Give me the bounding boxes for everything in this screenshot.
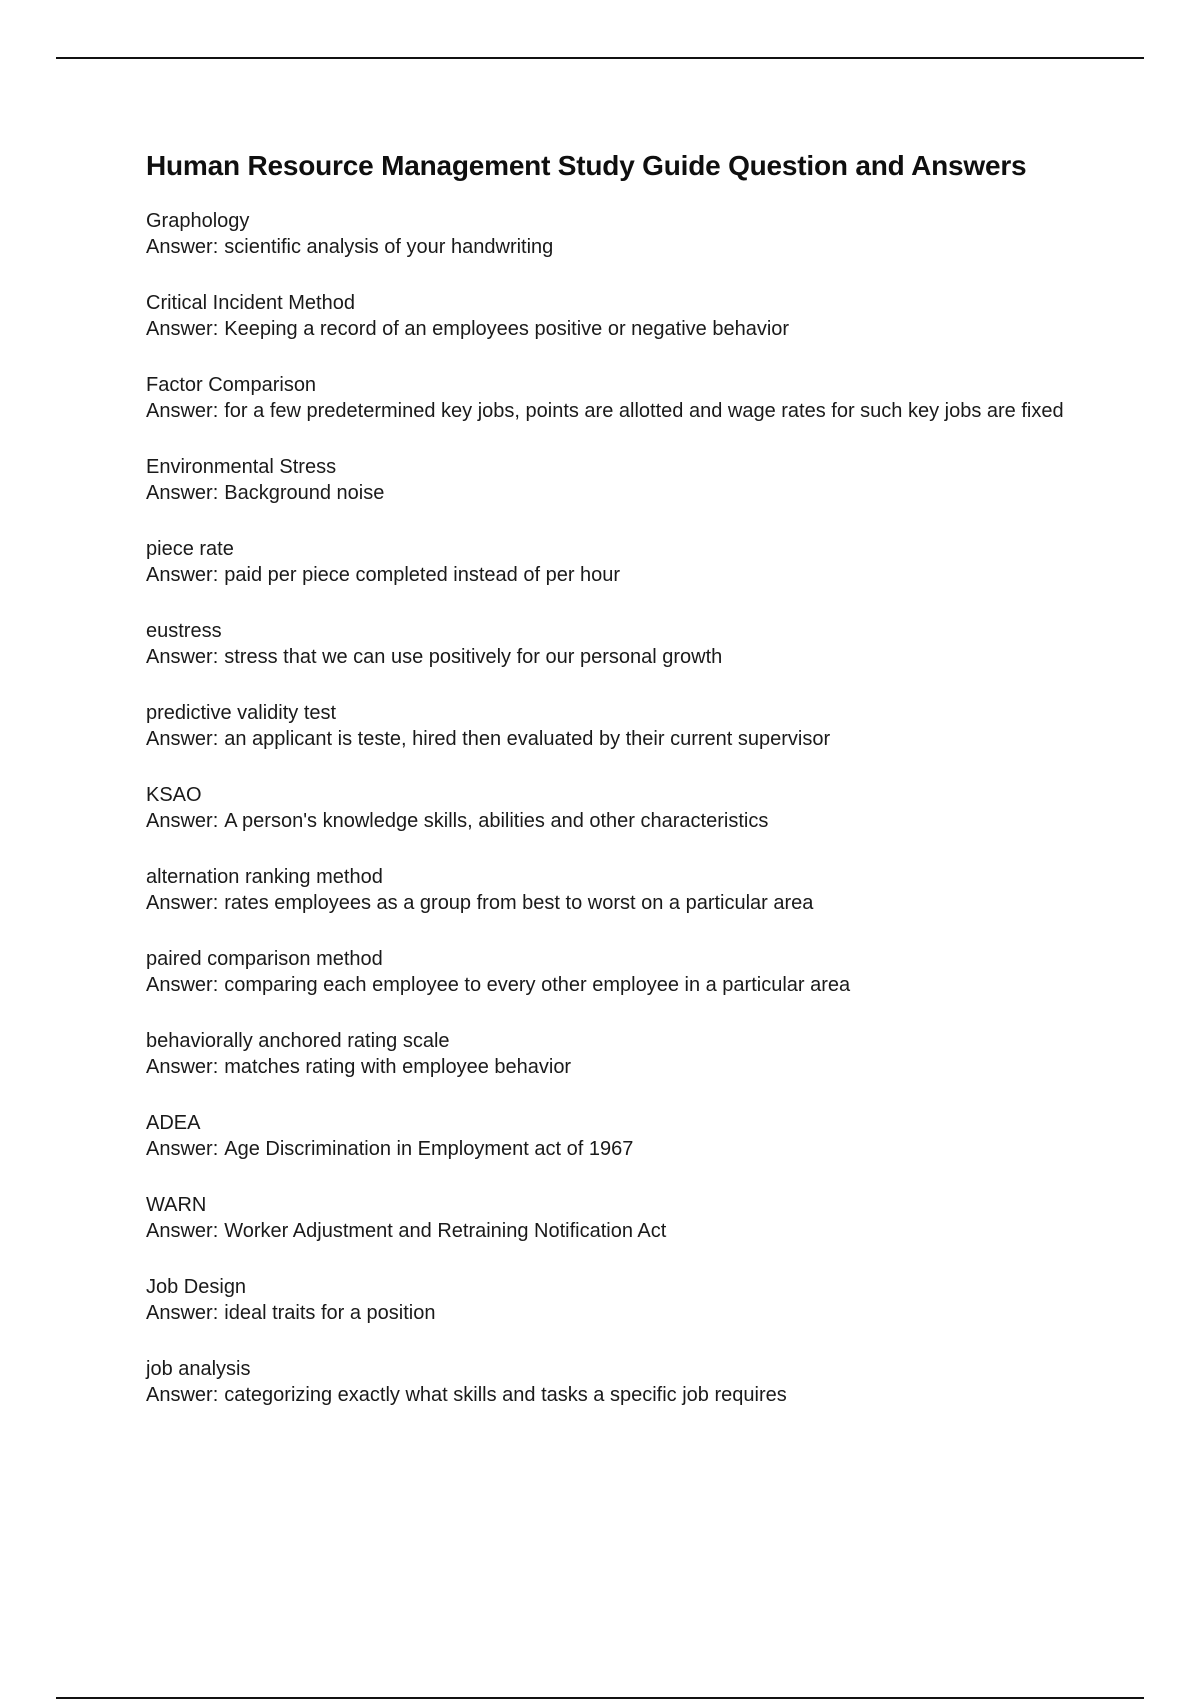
answer-label: Answer:	[146, 564, 219, 586]
qa-term: KSAO	[146, 784, 202, 806]
answer-text: an applicant is teste, hired then evaluated by their current supervisor	[224, 728, 831, 750]
qa-answer	[146, 234, 1146, 260]
footer-rule	[56, 1697, 1144, 1699]
qa-answer	[146, 398, 1146, 424]
qa-answer	[146, 1136, 1146, 1162]
qa-answer	[146, 808, 1146, 834]
qa-entry	[146, 1110, 1146, 1192]
answer-label: Answer:	[146, 646, 219, 668]
header-rule	[56, 57, 1144, 59]
answer-text: paid per piece completed instead of per hour	[224, 564, 621, 586]
qa-term: eustress	[146, 620, 222, 642]
answer-label: Answer:	[146, 1302, 219, 1324]
qa-entry	[146, 1356, 1146, 1438]
answer-text: Worker Adjustment and Retraining Notification Act	[224, 1220, 667, 1242]
answer-text: ideal traits for a position	[224, 1302, 436, 1324]
qa-term: Job Design	[146, 1276, 247, 1298]
qa-term: predictive validity test	[146, 702, 337, 724]
qa-answer	[146, 480, 1146, 506]
qa-entry	[146, 1192, 1146, 1274]
qa-term: Environmental Stress	[146, 456, 337, 478]
qa-entry	[146, 1028, 1146, 1110]
answer-label: Answer:	[146, 482, 219, 504]
qa-entry	[146, 864, 1146, 946]
answer-text: stress that we can use positively for our personal growth	[224, 646, 723, 668]
answer-label: Answer:	[146, 400, 219, 422]
answer-label: Answer:	[146, 728, 219, 750]
qa-term: Factor Comparison	[146, 374, 317, 396]
qa-entry	[146, 946, 1146, 1028]
qa-entry	[146, 1274, 1146, 1356]
qa-term: ADEA	[146, 1112, 201, 1134]
answer-label: Answer:	[146, 318, 219, 340]
qa-list	[146, 208, 1146, 1438]
answer-label: Answer:	[146, 236, 219, 258]
qa-answer	[146, 1218, 1146, 1244]
qa-term: WARN	[146, 1194, 207, 1216]
qa-entry	[146, 454, 1146, 536]
answer-label: Answer:	[146, 1220, 219, 1242]
answer-text: categorizing exactly what skills and tasks a specific job requires	[224, 1384, 787, 1406]
answer-text: rates employees as a group from best to worst on a particular area	[224, 892, 814, 914]
answer-text: A person's knowledge skills, abilities and other characteristics	[224, 810, 769, 832]
qa-entry	[146, 536, 1146, 618]
answer-text: for a few predetermined key jobs, points are allotted and wage rates for such key jobs are fixed	[224, 400, 1064, 422]
qa-answer	[146, 562, 1146, 588]
answer-text: matches rating with employee behavior	[224, 1056, 572, 1078]
qa-entry	[146, 208, 1146, 290]
qa-entry	[146, 700, 1146, 782]
qa-term: behaviorally anchored rating scale	[146, 1030, 450, 1052]
qa-term: job analysis	[146, 1358, 251, 1380]
qa-entry	[146, 618, 1146, 700]
document-body	[146, 146, 1146, 1438]
answer-label: Answer:	[146, 810, 219, 832]
qa-answer	[146, 1054, 1146, 1080]
qa-answer	[146, 644, 1146, 670]
qa-answer	[146, 726, 1146, 752]
answer-text: scientific analysis of your handwriting	[224, 236, 554, 258]
qa-answer	[146, 1382, 1146, 1408]
answer-text: Age Discrimination in Employment act of 1967	[224, 1138, 634, 1160]
answer-label: Answer:	[146, 1384, 219, 1406]
qa-term: alternation ranking method	[146, 866, 383, 888]
qa-term: paired comparison method	[146, 948, 383, 970]
answer-label: Answer:	[146, 1138, 219, 1160]
qa-term: Critical Incident Method	[146, 292, 355, 314]
qa-entry	[146, 372, 1146, 454]
qa-entry	[146, 782, 1146, 864]
qa-answer	[146, 890, 1146, 916]
qa-entry	[146, 290, 1146, 372]
answer-label: Answer:	[146, 974, 219, 996]
answer-label: Answer:	[146, 892, 219, 914]
answer-text: comparing each employee to every other employee in a particular area	[224, 974, 851, 996]
document-title: Human Resource Management Study Guide Question and Answers	[146, 150, 1027, 181]
answer-text: Background noise	[224, 482, 385, 504]
qa-answer	[146, 1300, 1146, 1326]
qa-term: piece rate	[146, 538, 234, 560]
answer-text: Keeping a record of an employees positive or negative behavior	[224, 318, 790, 340]
qa-answer	[146, 972, 1146, 998]
qa-term: Graphology	[146, 210, 250, 232]
answer-label: Answer:	[146, 1056, 219, 1078]
qa-answer	[146, 316, 1146, 342]
